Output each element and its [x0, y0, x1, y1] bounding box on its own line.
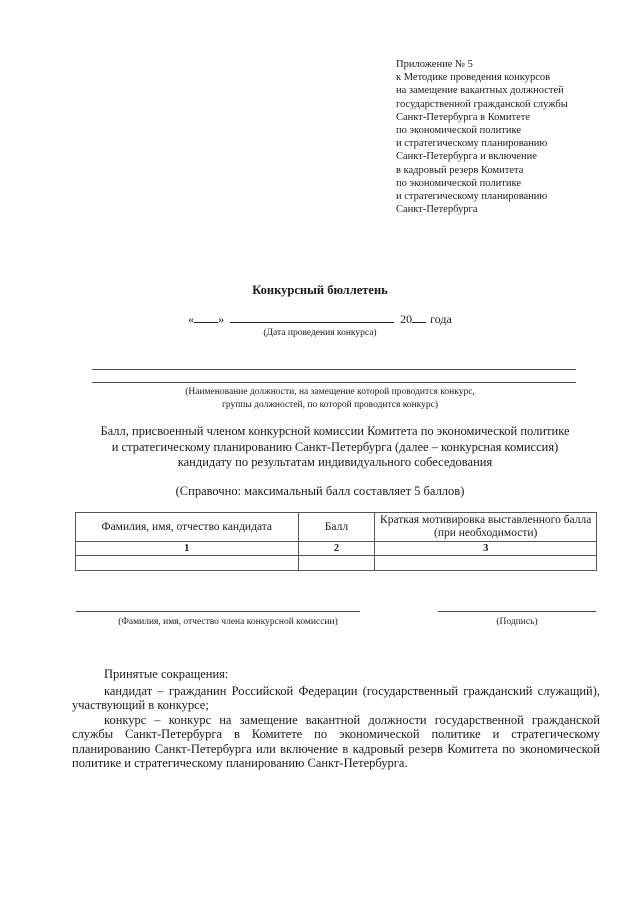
header-candidate-name: Фамилия, имя, отчество кандидата [76, 513, 299, 542]
header-motivation: Краткая мотивировка выставленного балла (при необходимости) [375, 513, 597, 542]
date-close-quote: » [218, 312, 225, 326]
year-word: года [430, 312, 452, 326]
abbreviations-section [72, 667, 600, 771]
signature-caption: (Подпись) [496, 617, 538, 627]
ballot-table [75, 512, 597, 571]
position-caption-line: (Наименование должности, на замещение которой проводится конкурс, [185, 387, 475, 397]
position-line-1[interactable] [92, 369, 576, 370]
motivation-cell[interactable] [375, 556, 597, 571]
member-name-caption: (Фамилия, имя, отчество члена конкурсной комиссии) [118, 617, 338, 627]
date-open-quote: « [188, 312, 195, 326]
score-line: кандидату по результатам индивидуального собеседования [177, 455, 493, 469]
column-number: 1 [76, 542, 299, 556]
position-caption [80, 386, 580, 411]
year-prefix: 20 [400, 312, 413, 326]
member-name-line[interactable] [76, 611, 360, 612]
page-title: Конкурсный бюллетень [252, 283, 388, 297]
reference-note: (Справочно: максимальный балл составляет 5 баллов) [175, 484, 465, 498]
appendix-line: Санкт-Петербурга в Комитете [396, 111, 530, 123]
abbreviations-header: Принятые сокращения: [104, 667, 229, 681]
appendix-line: и стратегическому планированию [396, 191, 548, 203]
column-number: 2 [298, 542, 375, 556]
position-caption-line: группы должностей, по которой проводится конкурс) [221, 399, 439, 410]
candidate-name-cell[interactable] [76, 556, 299, 571]
header-score: Балл [298, 513, 375, 542]
table-row [76, 556, 597, 571]
score-line: и стратегическому планированию Санкт-Петербурга (далее – конкурсная комиссия) [111, 439, 559, 454]
appendix-line: Санкт-Петербурга [396, 204, 478, 216]
day-blank-field[interactable] [194, 311, 218, 323]
score-line: Балл, присвоенный членом конкурсной комиссии Комитета по экономической политике [100, 424, 570, 438]
appendix-line: и стратегическому планированию [396, 138, 548, 150]
appendix-line: в кадровый резерв Комитета [396, 164, 524, 176]
appendix-line: Приложение № 5 [396, 59, 473, 70]
appendix-header [396, 58, 632, 216]
appendix-line: государственной гражданской службы [396, 98, 568, 110]
score-cell[interactable] [298, 556, 375, 571]
column-number: 3 [375, 542, 597, 556]
appendix-line: по экономической политике [396, 125, 521, 137]
appendix-line: по экономической политике [396, 177, 521, 189]
date-caption: (Дата проведения конкурса) [263, 328, 377, 338]
abbreviation-contest: конкурс – конкурс на замещение вакантной должности государственной гражданской службы Санкт-Петербурга в Комитете по экономической политике и стратегическому планированию Санкт-Петербурга или включение в кадровый резерв Комитета по экономической политике и стратегическому планированию Санкт-Петербурга. [72, 712, 600, 770]
appendix-line: на замещение вакантных должностей [396, 85, 564, 97]
appendix-line: к Методике проведения конкурсов [396, 72, 551, 84]
signature-line[interactable] [438, 611, 596, 612]
abbreviation-candidate: кандидат – гражданин Российской Федерации (государственный гражданский служащий), участвующий в конкурсе; [72, 683, 600, 712]
score-description [70, 424, 600, 471]
date-row [0, 311, 640, 327]
position-line-2[interactable] [92, 382, 576, 383]
table-number-row [76, 542, 597, 556]
year-blank-field[interactable] [412, 311, 426, 323]
table-header-row [76, 513, 597, 542]
appendix-line: Санкт-Петербурга и включение [396, 151, 537, 163]
month-blank-field[interactable] [230, 311, 394, 323]
